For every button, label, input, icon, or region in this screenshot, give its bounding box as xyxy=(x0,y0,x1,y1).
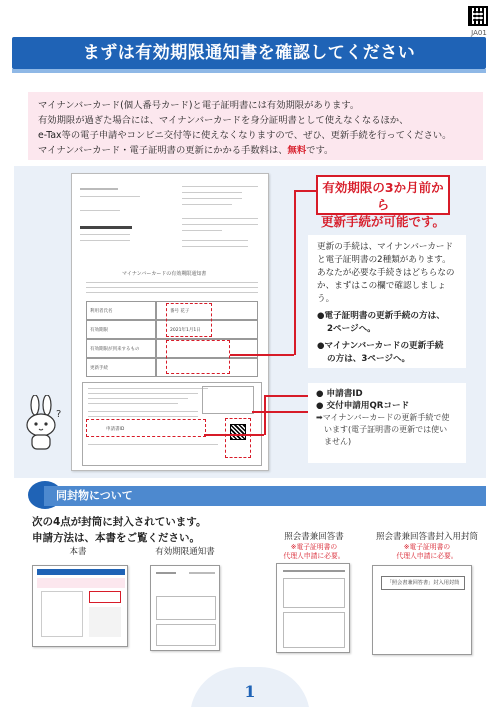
enclosure-notice-thumb xyxy=(150,565,220,651)
document-title: マイナンバーカードの有効期限通知書 xyxy=(122,271,207,277)
page-code: JA01 xyxy=(471,29,487,37)
bullet-card: ●マイナンバーカードの更新手続 の方は、3ページへ。 xyxy=(317,341,444,364)
id-label: 申請書ID xyxy=(106,427,125,432)
page-number: 1 xyxy=(244,682,256,701)
page-title: まずは有効期限通知書を確認してください xyxy=(82,43,416,63)
renewal-guide-box xyxy=(308,235,466,368)
section-title: 同封物について xyxy=(56,489,133,502)
callout-line: 更新手続が可能です。 xyxy=(320,214,445,229)
corner-qr-code xyxy=(468,6,488,26)
enclosure-envelope-thumb xyxy=(372,565,472,655)
rabbit-mascot-icon xyxy=(20,395,62,451)
date-value: 2021年1月1日 xyxy=(170,328,201,333)
intro-box xyxy=(28,92,483,160)
qr-code-item: ● 交付申請用QRコード xyxy=(316,401,410,411)
enclosure-reply-form-thumb xyxy=(276,563,350,653)
row-label: 利用者氏名 xyxy=(90,309,113,314)
intro-fee-line: マイナンバーカード・電子証明書の更新にかかる手数料は、無料です。 xyxy=(38,145,334,156)
renewal-period-callout xyxy=(316,175,450,229)
enclosure-label: 照会書兼回答書 xyxy=(284,532,344,542)
row-label: 有効期限が到来するもの xyxy=(90,347,140,352)
bullet-certificate: ●電子証明書の更新手続の方は、 2ページへ。 xyxy=(317,311,445,334)
enclosures-section-header xyxy=(14,481,486,507)
title-banner xyxy=(12,37,486,69)
enclosure-note: ※電子証明書の 代理人申請に必要。 xyxy=(283,543,345,560)
callout-line: 有効期限の3か月前から xyxy=(322,180,444,212)
renewal-guide-text: 更新の手続は、マイナンバーカードと電子証明書の2種類があります。あなたが必要な手続きはどちらなのか、まずはこの欄で確認しましょう。 xyxy=(317,242,455,304)
enclosures-description: 次の4点が封筒に封入されています。 申請方法は、本書をご覧ください。 xyxy=(32,516,207,544)
intro-line: e-Tax等の電子申請やコンビニ交付等に使えなくなりますので、ぜひ、更新手続を行ってください。 xyxy=(38,130,452,141)
envelope-text: 「照会書兼回答書」封入用封筒 xyxy=(381,576,465,590)
row-label: 有効期限 xyxy=(90,328,108,333)
enclosure-booklet-thumb xyxy=(32,565,128,647)
svg-text:?: ? xyxy=(56,409,62,420)
qr-note: ➡マイナンバーカードの更新手続で使 います(電子証明書の更新では使い ません) xyxy=(316,413,450,446)
enclosure-label: 有効期限通知書 xyxy=(155,547,215,557)
enclosure-label: 照会書兼回答書封入用封筒 xyxy=(375,532,478,542)
application-id-item: ● 申請書ID xyxy=(316,389,363,399)
enclosure-label: 本書 xyxy=(69,547,87,557)
expiry-notice-sample xyxy=(71,173,269,471)
intro-line: マイナンバーカード(個人番号カード)と電子証明書には有効期限があります。 xyxy=(38,100,360,111)
fee-free-text: 無料 xyxy=(287,145,307,156)
id-qr-info-box xyxy=(308,383,466,463)
name-value: 番号 花子 xyxy=(170,309,190,314)
intro-line: 有効期限が過ぎた場合には、マイナンバーカードを身分証明書として使えなくなるほか、 xyxy=(38,115,409,126)
enclosure-note: ※電子証明書の 代理人申請に必要。 xyxy=(396,543,458,560)
row-label: 更新手続 xyxy=(90,366,108,371)
